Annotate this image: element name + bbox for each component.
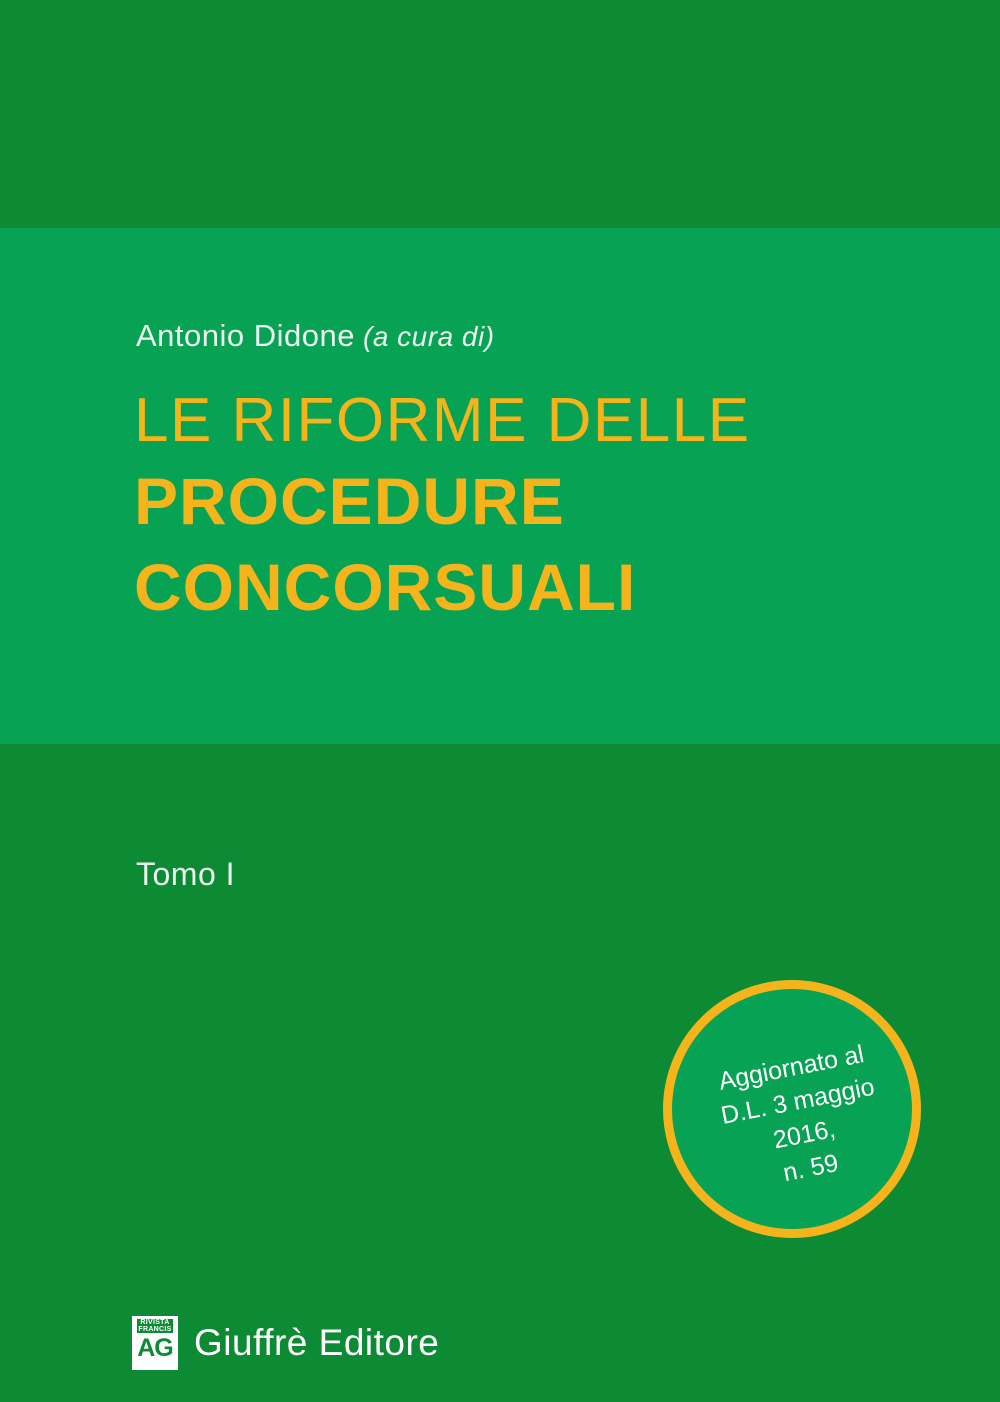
author-name: Antonio Didone: [136, 318, 355, 353]
page-title: [134, 384, 934, 630]
publisher-logo-initials: AG: [137, 1334, 173, 1362]
publisher-logo-mark: [132, 1316, 178, 1370]
title-line-3: CONCORSUALI: [134, 550, 637, 624]
author-role: (a cura di): [363, 321, 495, 352]
publisher-logo: [132, 1316, 439, 1370]
update-badge: [663, 980, 921, 1238]
update-badge-text: Aggiornato al D.L. 3 maggio 2016, n. 59: [716, 1040, 877, 1188]
publisher-name: Giuffrè Editore: [194, 1322, 440, 1363]
title-line-2: PROCEDURE: [134, 464, 565, 538]
title-line-1: LE RIFORME DELLE: [134, 386, 751, 455]
publisher-logo-banner: RIVISTA FRANCIS: [138, 1319, 172, 1333]
author-line: [136, 318, 896, 354]
volume-label: Tomo I: [136, 856, 236, 892]
